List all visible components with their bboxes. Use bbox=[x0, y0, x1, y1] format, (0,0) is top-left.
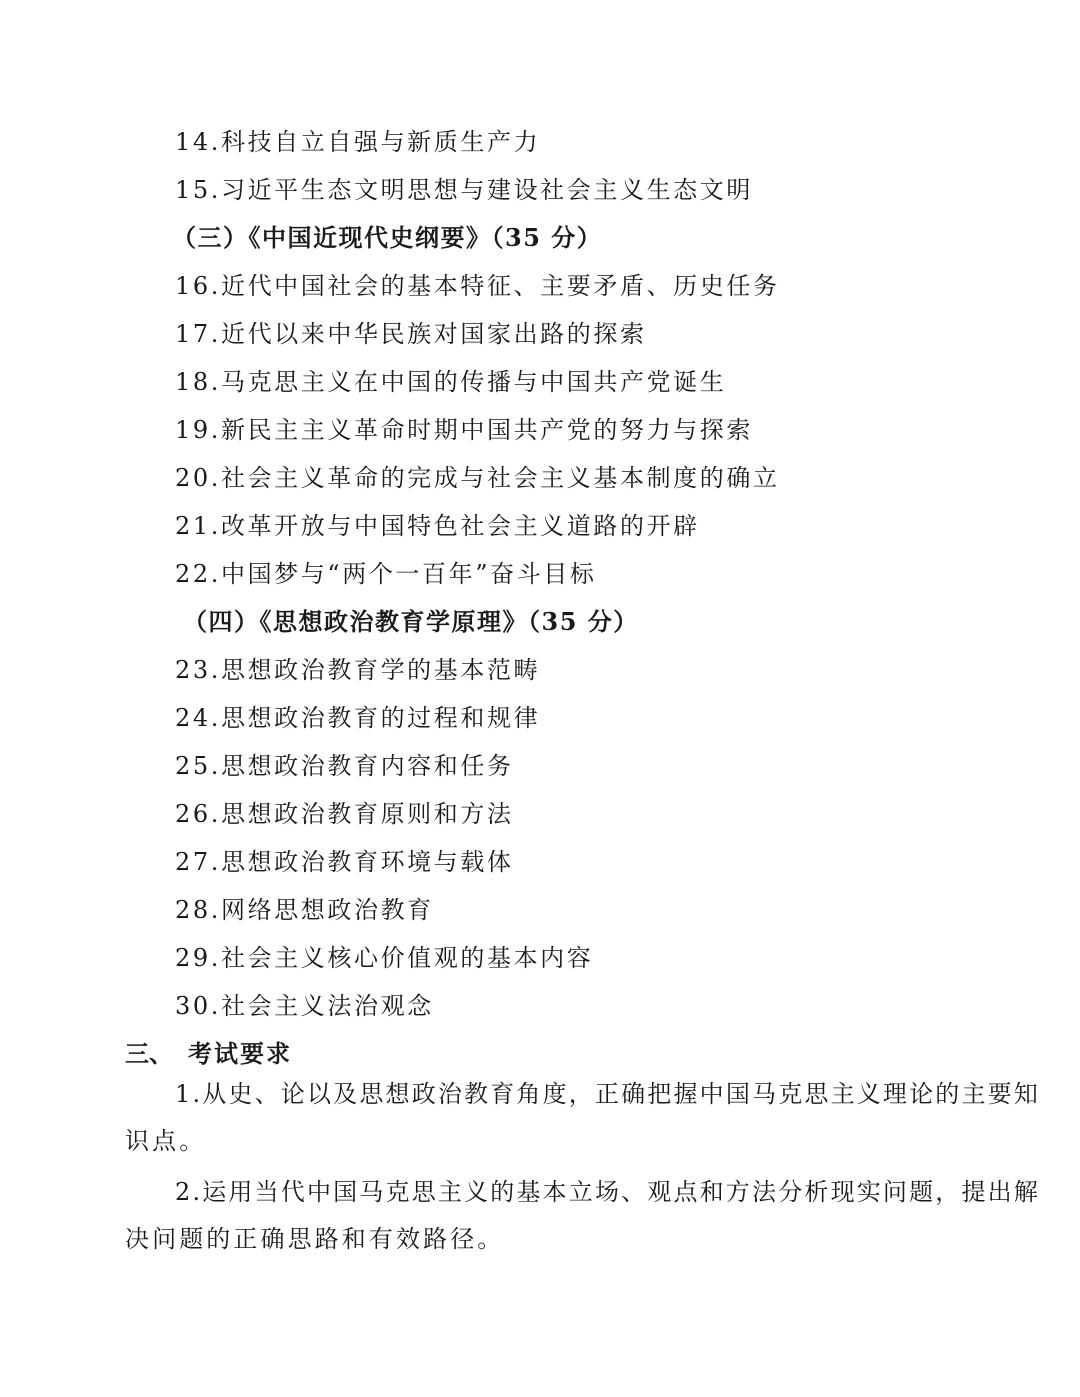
list-item: 19.新民主主义革命时期中国共产党的努力与探索 bbox=[175, 416, 753, 444]
list-item: 21.改革开放与中国特色社会主义道路的开辟 bbox=[175, 512, 700, 540]
list-item: 17.近代以来中华民族对国家出路的探索 bbox=[175, 320, 647, 348]
requirement-paragraph-2-line-2: 决问题的正确思路和有效路径。 bbox=[125, 1225, 505, 1253]
subsection-heading-4: （四）《思想政治教育学原理》（35 分） bbox=[183, 607, 639, 636]
section-number: 三、 bbox=[125, 1039, 173, 1068]
list-item: 28.网络思想政治教育 bbox=[175, 896, 434, 924]
list-item: 18.马克思主义在中国的传播与中国共产党诞生 bbox=[175, 368, 727, 396]
list-item: 25.思想政治教育内容和任务 bbox=[175, 752, 514, 780]
section-title: 考试要求 bbox=[188, 1039, 292, 1068]
subsection-heading-3: （三）《中国近现代史纲要》（35 分） bbox=[172, 223, 603, 252]
requirement-paragraph-2-line-1: 2.运用当代中国马克思主义的基本立场、观点和方法分析现实问题，提出解 bbox=[175, 1178, 1040, 1206]
list-item: 16.近代中国社会的基本特征、主要矛盾、历史任务 bbox=[175, 272, 780, 300]
list-item: 15.习近平生态文明思想与建设社会主义生态文明 bbox=[175, 176, 753, 204]
list-item: 20.社会主义革命的完成与社会主义基本制度的确立 bbox=[175, 464, 780, 492]
list-item: 30.社会主义法治观念 bbox=[175, 992, 434, 1020]
list-item: 14.科技自立自强与新质生产力 bbox=[175, 128, 541, 156]
requirement-paragraph-1-line-2: 识点。 bbox=[125, 1127, 207, 1155]
requirement-paragraph-1-line-1: 1.从史、论以及思想政治教育角度，正确把握中国马克思主义理论的主要知 bbox=[175, 1080, 1040, 1108]
list-item: 22.中国梦与“两个一百年”奋斗目标 bbox=[175, 560, 597, 588]
list-item: 23.思想政治教育学的基本范畴 bbox=[175, 656, 541, 684]
list-item: 26.思想政治教育原则和方法 bbox=[175, 800, 514, 828]
list-item: 29.社会主义核心价值观的基本内容 bbox=[175, 944, 594, 972]
list-item: 24.思想政治教育的过程和规律 bbox=[175, 704, 541, 732]
list-item: 27.思想政治教育环境与载体 bbox=[175, 848, 514, 876]
